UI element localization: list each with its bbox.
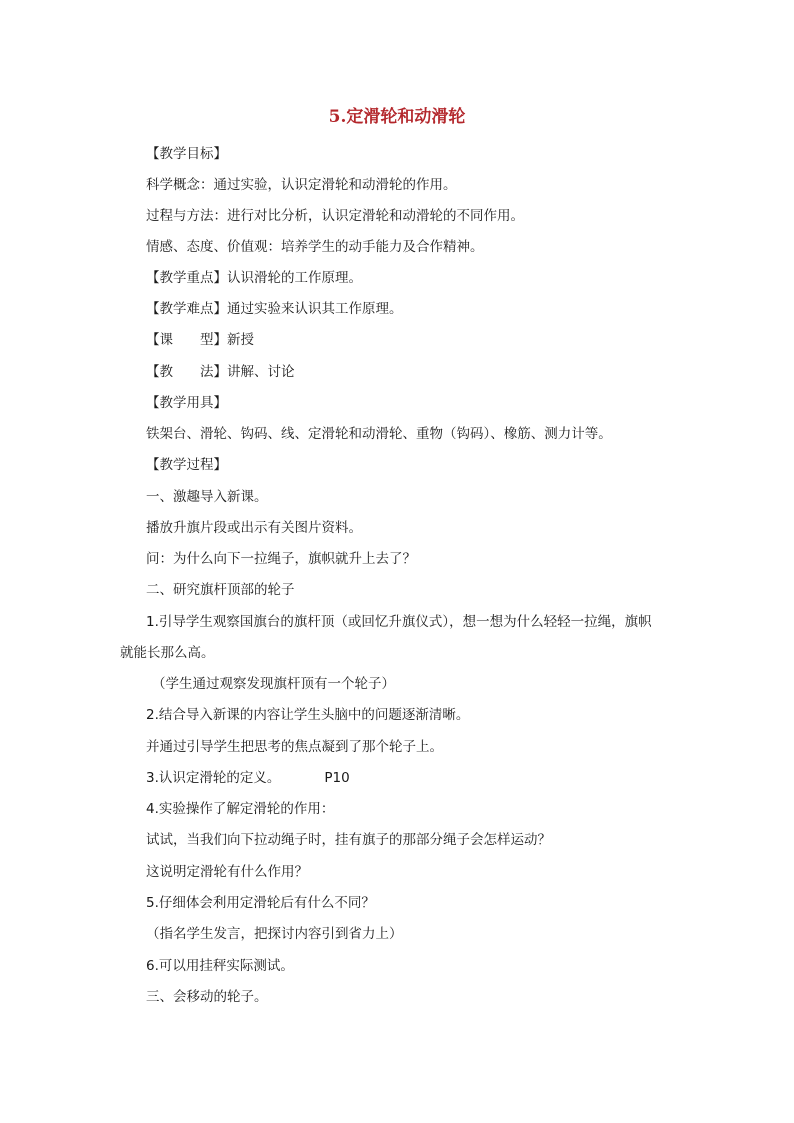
paragraph-step2-5a: （指名学生发言，把探讨内容引到省力上） xyxy=(146,926,403,942)
paragraph-step2-4b: 这说明定滑轮有什么作用？ xyxy=(146,864,308,880)
paragraph-tools: 铁架台、滑轮、钩码、线、定滑轮和动滑轮、重物（钩码）、橡筋、测力计等。 xyxy=(146,426,612,442)
paragraph-step2-1c: （学生通过观察发现旗杆顶有一个轮子） xyxy=(152,676,395,692)
step2-3-text: 3.认识定滑轮的定义。 xyxy=(146,770,281,786)
paragraph-step2-3 xyxy=(146,767,350,789)
step-heading-2: 二、研究旗杆顶部的轮子 xyxy=(146,582,295,598)
paragraph-step1-a: 播放升旗片段或出示有关图片资料。 xyxy=(146,520,362,536)
paragraph-step2-6: 6.可以用挂秤实际测试。 xyxy=(146,958,294,974)
paragraph-teaching-method: 【教 法】讲解、讨论 xyxy=(146,364,295,380)
step-heading-3: 三、会移动的轮子。 xyxy=(146,989,268,1005)
paragraph-step2-4a: 试试，当我们向下拉动绳子时，挂有旗子的那部分绳子会怎样运动？ xyxy=(146,832,551,848)
section-heading-objectives: 【教学目标】 xyxy=(146,146,227,162)
paragraph-step2-1b: 就能长那么高。 xyxy=(120,645,215,661)
paragraph-attitude: 情感、态度、价值观：培养学生的动手能力及合作精神。 xyxy=(146,239,484,255)
page-title: 5.定滑轮和动滑轮 xyxy=(328,107,466,127)
paragraph-step2-5: 5.仔细体会利用定滑轮后有什么不同？ xyxy=(146,895,375,911)
paragraph-difficulty: 【教学难点】通过实验来认识其工作原理。 xyxy=(146,301,403,317)
paragraph-step2-4: 4.实验操作了解定滑轮的作用： xyxy=(146,801,335,817)
paragraph-step2-1a: 1.引导学生观察国旗台的旗杆顶（或回忆升旗仪式），想一想为什么轻轻一拉绳，旗帜 xyxy=(146,614,652,630)
paragraph-concept: 科学概念：通过实验，认识定滑轮和动滑轮的作用。 xyxy=(146,177,457,193)
paragraph-process-method: 过程与方法：进行对比分析，认识定滑轮和动滑轮的不同作用。 xyxy=(146,208,524,224)
section-heading-process: 【教学过程】 xyxy=(146,457,227,473)
paragraph-lesson-type: 【课 型】新授 xyxy=(146,332,254,348)
section-heading-tools: 【教学用具】 xyxy=(146,395,227,411)
paragraph-step2-2b: 并通过引导学生把思考的焦点凝到了那个轮子上。 xyxy=(146,739,443,755)
paragraph-key-point: 【教学重点】认识滑轮的工作原理。 xyxy=(146,270,362,286)
paragraph-step2-2: 2.结合导入新课的内容让学生头脑中的问题逐渐清晰。 xyxy=(146,707,470,723)
paragraph-step1-b: 问：为什么向下一拉绳子，旗帜就升上去了？ xyxy=(146,551,416,567)
page-reference: P10 xyxy=(324,770,350,786)
step-heading-1: 一、激趣导入新课。 xyxy=(146,489,268,505)
